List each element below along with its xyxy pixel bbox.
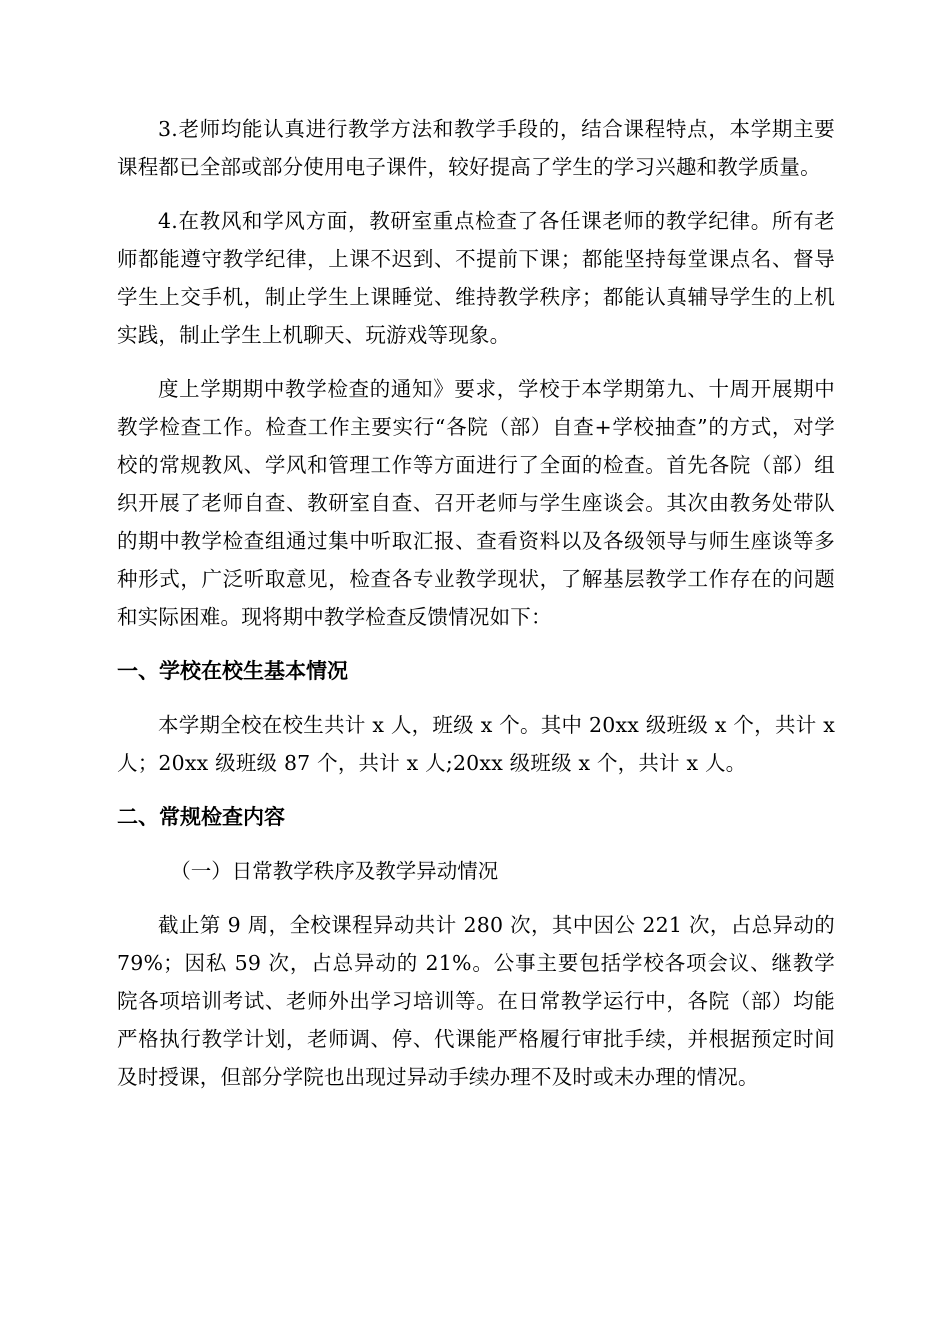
paragraph-student-count: 本学期全校在校生共计 x 人，班级 x 个。其中 20xx 级班级 x 个，共计 x 人；20xx 级班级 87 个，共计 x 人;20xx 级班级 x 个，共计 x 人。 <box>117 713 835 775</box>
section-heading-student-status: 一、学校在校生基本情况 <box>117 659 348 683</box>
paragraph-course-changes: 截止第 9 周，全校课程异动共计 280 次，其中因公 221 次，占总异动的 79%；因私 59 次，占总异动的 21%。公事主要包括学校各项会议、继教学院各项培训考试、老师外出学习培训等。在日常教学运行中，各院（部）均能严格执行教学计划，老师调、停、代课能严格履行审批手续，并根据预定时间及时授课，但部分学院也出现过异动手续办理不及时或未办理的情况。 <box>117 913 835 1089</box>
document-body <box>117 110 835 1112</box>
section-heading-routine-check: 二、常规检查内容 <box>117 805 285 829</box>
paragraph-midterm-check-overview: 度上学期期中教学检查的通知》要求，学校于本学期第九、十周开展期中教学检查工作。检查工作主要实行“各院（部）自查+学校抽查”的方式，对学校的常规教风、学风和管理工作等方面进行了全面的检查。首先各院（部）组织开展了老师自查、教研室自查、召开老师与学生座谈会。其次由教务处带队的期中教学检查组通过集中听取汇报、查看资料以及各级领导与师生座谈等多种形式，广泛听取意见，检查各专业教学现状，了解基层教学工作存在的问题和实际困难。现将期中教学检查反馈情况如下： <box>117 377 835 629</box>
paragraph-teaching-methods: 3.老师均能认真进行教学方法和教学手段的，结合课程特点，本学期主要课程都已全部或部分使用电子课件，较好提高了学生的学习兴趣和教学质量。 <box>117 117 835 179</box>
subsection-heading-daily-order: （一）日常教学秩序及教学异动情况 <box>170 859 499 883</box>
paragraph-teaching-discipline: 4.在教风和学风方面，教研室重点检查了各任课老师的教学纪律。所有老师都能遵守教学纪律，上课不迟到、不提前下课；都能坚持每堂课点名、督导学生上交手机，制止学生上课睡觉、维持教学秩序；都能认真辅导学生的上机实践，制止学生上机聊天、玩游戏等现象。 <box>117 209 835 347</box>
